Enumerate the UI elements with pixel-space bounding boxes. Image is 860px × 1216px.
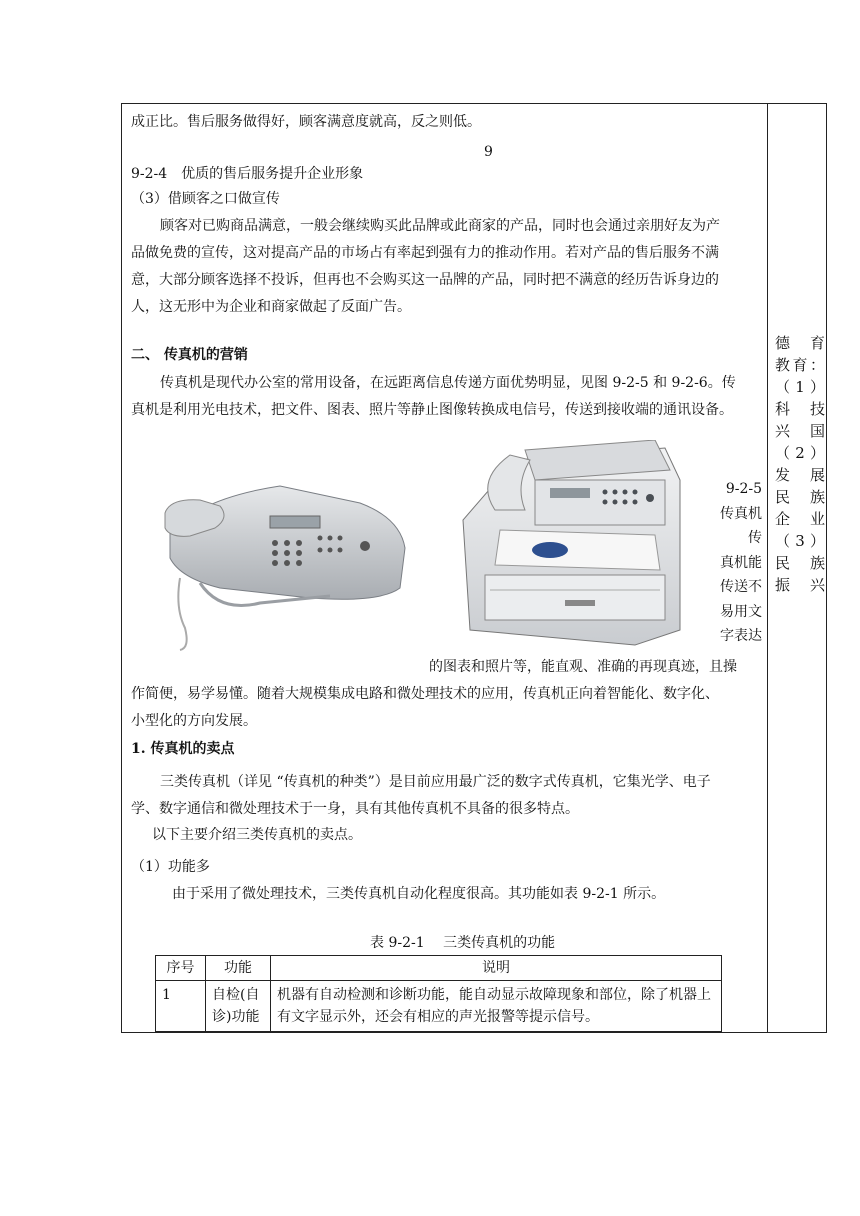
fax-machine-image-1	[160, 478, 410, 653]
section-heading: 9-2-4 优质的售后服务提升企业形象	[131, 166, 364, 182]
side-line: 科 技	[775, 400, 825, 418]
side-line: 发 展	[775, 466, 825, 484]
side-line: （3）	[775, 532, 825, 550]
figure-caption-line: 传	[748, 530, 762, 546]
side-line: 企业	[775, 510, 825, 528]
table-cell: 1	[156, 981, 206, 1032]
table-cell: 自检(自诊)功能	[206, 981, 271, 1032]
side-line: 兴国	[775, 422, 825, 440]
side-line: 民 族	[775, 488, 825, 506]
paragraph-line: 以下主要介绍三类传真机的卖点。	[152, 827, 362, 843]
figure-caption-line: 字表达	[720, 628, 762, 644]
column-divider	[767, 104, 768, 1032]
paragraph-line: 传真机是现代办公室的常用设备，在远距离信息传递方面优势明显，见图 9-2-5 和 9-2-6。传	[160, 375, 736, 391]
side-column	[775, 332, 825, 596]
sub-heading: （3）借顾客之口做宣传	[131, 191, 280, 207]
side-line: 振兴	[775, 576, 825, 594]
paragraph-line: 意，大部分顾客选择不投诉，但再也不会购买这一品牌的产品，同时把不满意的经历告诉身边的	[131, 272, 719, 288]
figure-caption-side	[700, 477, 762, 649]
column-header: 功能	[206, 956, 271, 981]
sub-heading: （1）功能多	[131, 859, 210, 875]
paragraph-line: 学、数字通信和微处理技术于一身，具有其他传真机不具备的很多特点。	[131, 801, 579, 817]
side-line: 教育：	[775, 356, 825, 374]
paragraph-line: 人，这无形中为企业和商家做起了反面广告。	[131, 299, 411, 315]
paragraph-line: 作简便，易学易懂。随着大规模集成电路和微处理技术的应用，传真机正向着智能化、数字化、	[131, 686, 719, 702]
side-line: 民 族	[775, 554, 825, 572]
paragraph-line: 小型化的方向发展。	[131, 713, 257, 729]
table-caption: 表 9-2-1 三类传真机的功能	[370, 935, 556, 951]
page-number: 9	[484, 144, 493, 160]
paragraph-line: 三类传真机（详见 “传真机的种类”）是目前应用最广泛的数字式传真机，它集光学、电子	[160, 774, 711, 790]
side-line: （1）	[775, 378, 825, 396]
function-table	[155, 955, 722, 1032]
figure-caption-line: 真机能	[720, 554, 762, 571]
column-header: 说明	[271, 956, 722, 981]
figure-caption-line: 传送不	[720, 579, 762, 595]
figure-caption-line: 9-2-5	[725, 481, 762, 497]
table-cell: 机器有自动检测和诊断功能，能自动显示故障现象和部位，除了机器上有文字显示外，还会有相应的声光报警等提示信号。	[271, 981, 722, 1032]
column-header: 序号	[156, 956, 206, 981]
section-heading: 二、 传真机的营销	[131, 347, 248, 363]
paragraph-line: 真机是利用光电技术，把文件、图表、照片等静止图像转换成电信号，传送到接收端的通讯设备。	[131, 402, 733, 418]
figure-caption-line: 易用文	[720, 603, 762, 620]
paragraph-line: 顾客对已购商品满意，一般会继续购买此品牌或此商家的产品，同时也会通过亲朋好友为产	[160, 218, 720, 234]
text-line: 成正比。售后服务做得好，顾客满意度就高，反之则低。	[131, 114, 481, 130]
table-row	[156, 981, 722, 1032]
side-line: （2）	[775, 444, 825, 462]
section-heading: 1. 传真机的卖点	[131, 741, 235, 757]
figure-caption-line: 传真机	[720, 505, 762, 522]
table-header-row	[156, 956, 722, 981]
paragraph-line: 由于采用了微处理技术，三类传真机自动化程度很高。其功能如表 9-2-1 所示。	[172, 886, 666, 902]
fax-machine-image-2	[455, 440, 685, 650]
side-line: 德 育	[775, 334, 825, 352]
paragraph-line: 的图表和照片等，能直观、准确的再现真迹，且操	[429, 659, 737, 675]
paragraph-line: 品做免费的宣传，这对提高产品的市场占有率起到强有力的推动作用。若对产品的售后服务不满	[131, 245, 719, 261]
